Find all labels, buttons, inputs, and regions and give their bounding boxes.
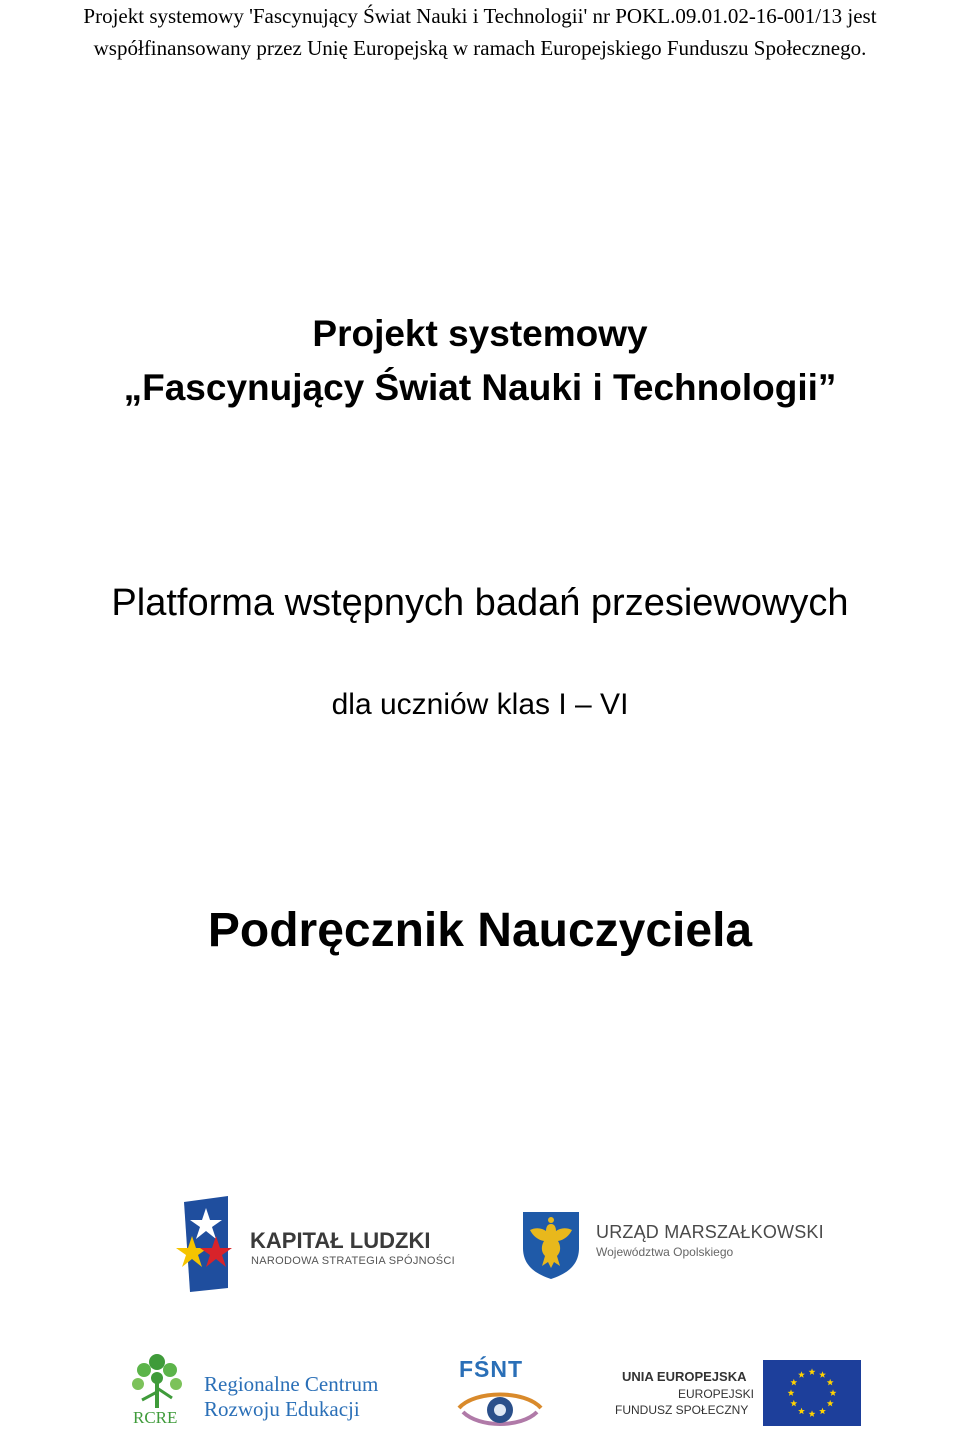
opole-eagle-crest-icon bbox=[520, 1210, 582, 1280]
project-title-line-1: Projekt systemowy bbox=[312, 313, 648, 354]
kapital-ludzki-logo bbox=[170, 1196, 470, 1292]
urzad-marszalkowski-logo bbox=[520, 1210, 824, 1282]
fsnt-eye-icon bbox=[455, 1384, 545, 1432]
project-title-line-2: „Fascynujący Świat Nauki i Technologii” bbox=[123, 367, 837, 408]
ue-efs-logo bbox=[612, 1360, 864, 1428]
eu-flag-icon bbox=[763, 1360, 861, 1426]
fsnt-mark: FŚNT bbox=[459, 1356, 524, 1382]
ue-line-1: UNIA EUROPEJSKA bbox=[622, 1369, 747, 1384]
ue-line-3: FUNDUSZ SPOŁECZNY bbox=[615, 1403, 749, 1417]
funding-header-line-2: współfinansowany przez Unię Europejską w ramach Europejskiego Funduszu Społecznego. bbox=[93, 36, 867, 60]
kapital-ludzki-subtitle: NARODOWA STRATEGIA SPÓJNOŚCI bbox=[251, 1255, 455, 1267]
rcre-mark: RCRE bbox=[133, 1408, 178, 1427]
kapital-ludzki-name: KAPITAŁ LUDZKI bbox=[250, 1228, 431, 1253]
funding-header-line-1: Projekt systemowy 'Fascynujący Świat Nauki i Technologii' nr POKL.09.01.02-16-001/13 jest bbox=[83, 4, 877, 28]
funding-header bbox=[0, 0, 960, 64]
rcre-name-line-2: Rozwoju Edukacji bbox=[204, 1397, 360, 1421]
rcre-name-line-1: Regionalne Centrum bbox=[204, 1372, 379, 1396]
ue-line-2: EUROPEJSKI bbox=[678, 1387, 755, 1401]
urzad-marszalkowski-subtitle: Województwa Opolskiego bbox=[596, 1245, 734, 1259]
urzad-marszalkowski-name: URZĄD MARSZAŁKOWSKI bbox=[596, 1222, 824, 1242]
handbook-title: Podręcznik Nauczyciela bbox=[207, 904, 753, 957]
fsnt-logo bbox=[455, 1356, 550, 1432]
rcre-tree-icon bbox=[130, 1352, 184, 1408]
kapital-ludzki-emblem-icon bbox=[170, 1196, 240, 1292]
grades-subtitle: dla uczniów klas I – VI bbox=[331, 688, 629, 721]
rcre-logo bbox=[130, 1352, 400, 1430]
platform-title: Platforma wstępnych badań przesiewowych bbox=[111, 582, 849, 624]
